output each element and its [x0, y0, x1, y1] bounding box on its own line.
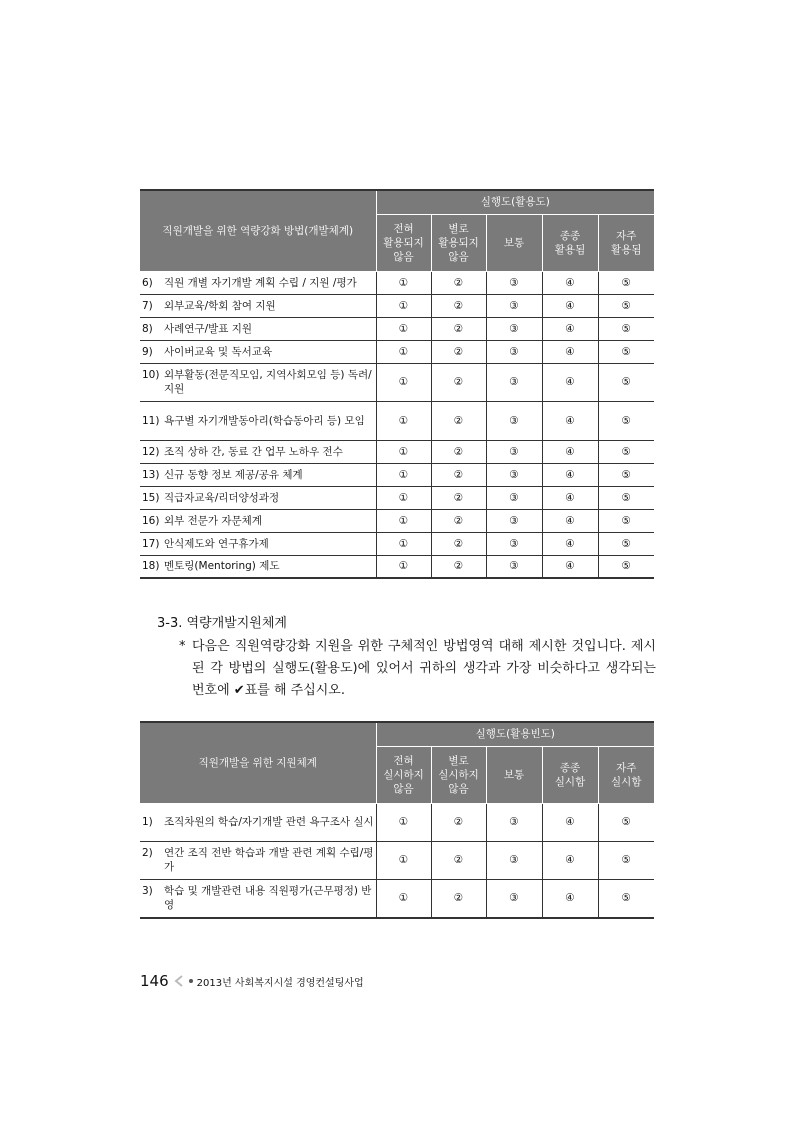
choice-option-3[interactable]: ③	[486, 401, 542, 440]
item-text: 연간 조직 전반 학습과 개발 관련 계획 수립/평가	[164, 847, 374, 873]
item-number: 2)	[142, 847, 153, 859]
choice-option-3[interactable]: ③	[486, 532, 542, 555]
table-row	[140, 401, 654, 440]
choice-option-5[interactable]: ⑤	[598, 803, 654, 841]
choice-option-1[interactable]: ①	[376, 271, 431, 294]
choice-option-2[interactable]: ②	[431, 401, 486, 440]
item-number: 6)	[142, 276, 153, 289]
choice-option-5[interactable]: ⑤	[598, 879, 654, 918]
item-text-cell	[140, 363, 376, 401]
choice-option-4[interactable]: ④	[542, 401, 598, 440]
bullet-dot-icon	[189, 979, 193, 983]
table-row	[140, 486, 654, 509]
item-text-cell	[140, 294, 376, 317]
choice-option-2[interactable]: ②	[431, 803, 486, 841]
table-row	[140, 841, 654, 879]
choice-option-4[interactable]: ④	[542, 532, 598, 555]
choice-option-1[interactable]: ①	[376, 317, 431, 340]
scale-header: 보통	[486, 214, 542, 271]
choice-option-2[interactable]: ②	[431, 486, 486, 509]
table-row	[140, 340, 654, 363]
item-text-cell	[140, 532, 376, 555]
choice-option-3[interactable]: ③	[486, 463, 542, 486]
table-row	[140, 363, 654, 401]
item-text: 외부교육/학회 참여 지원	[164, 299, 276, 312]
table-row	[140, 879, 654, 918]
choice-option-3[interactable]: ③	[486, 294, 542, 317]
item-text: 직원 개별 자기개발 계획 수립 / 지원 /평가	[164, 276, 357, 289]
choice-option-4[interactable]: ④	[542, 317, 598, 340]
choice-option-5[interactable]: ⑤	[598, 340, 654, 363]
item-number: 9)	[142, 345, 153, 358]
item-text-cell	[140, 271, 376, 294]
item-text-cell	[140, 463, 376, 486]
choice-option-5[interactable]: ⑤	[598, 532, 654, 555]
table-row	[140, 317, 654, 340]
item-text: 직급자교육/리더양성과정	[164, 491, 280, 504]
choice-option-4[interactable]: ④	[542, 486, 598, 509]
choice-option-4[interactable]: ④	[542, 294, 598, 317]
item-text-cell	[140, 555, 376, 578]
choice-option-1[interactable]: ①	[376, 555, 431, 578]
table-row	[140, 509, 654, 532]
choice-option-3[interactable]: ③	[486, 440, 542, 463]
scale-group-header: 실행도(활용빈도)	[376, 722, 654, 746]
choice-option-2[interactable]: ②	[431, 841, 486, 879]
choice-option-5[interactable]: ⑤	[598, 486, 654, 509]
scale-header: 자주 활용됨	[598, 214, 654, 271]
item-text: 학습 및 개발관련 내용 직원평가(근무평정) 반영	[164, 885, 372, 912]
choice-option-3[interactable]: ③	[486, 271, 542, 294]
choice-option-2[interactable]: ②	[431, 879, 486, 918]
choice-option-5[interactable]: ⑤	[598, 363, 654, 401]
item-text: 욕구별 자기개발동아리(학습동아리 등) 모임	[164, 414, 365, 427]
section-title: 3-3. 역량개발지원체계	[157, 616, 287, 631]
table-row	[140, 271, 654, 294]
item-number: 1)	[142, 816, 153, 828]
footer-title: 2013년 사회복지시설 경영컨설팅사업	[196, 977, 364, 989]
choice-option-4[interactable]: ④	[542, 363, 598, 401]
choice-option-5[interactable]: ⑤	[598, 317, 654, 340]
table-row	[140, 294, 654, 317]
choice-option-2[interactable]: ②	[431, 340, 486, 363]
choice-option-2[interactable]: ②	[431, 555, 486, 578]
choice-option-3[interactable]: ③	[486, 317, 542, 340]
item-text-cell	[140, 340, 376, 363]
choice-option-5[interactable]: ⑤	[598, 463, 654, 486]
scale-header: 전혀 실시하지 않음	[376, 746, 431, 803]
choice-option-2[interactable]: ②	[431, 532, 486, 555]
choice-option-5[interactable]: ⑤	[598, 440, 654, 463]
table-row	[140, 463, 654, 486]
scale-group-header: 실행도(활용도)	[376, 190, 654, 214]
item-text: 사례연구/발표 지원	[164, 322, 253, 335]
scale-header: 종종 실시함	[542, 746, 598, 803]
choice-option-3[interactable]: ③	[486, 509, 542, 532]
choice-option-4[interactable]: ④	[542, 879, 598, 918]
scale-header: 종종 활용됨	[542, 214, 598, 271]
choice-option-5[interactable]: ⑤	[598, 401, 654, 440]
choice-option-3[interactable]: ③	[486, 486, 542, 509]
choice-option-1[interactable]: ①	[376, 340, 431, 363]
choice-option-3[interactable]: ③	[486, 363, 542, 401]
item-number: 7)	[142, 299, 153, 312]
choice-option-4[interactable]: ④	[542, 841, 598, 879]
choice-option-1[interactable]: ①	[376, 363, 431, 401]
item-number: 17)	[142, 537, 160, 550]
choice-option-2[interactable]: ②	[431, 509, 486, 532]
choice-option-1[interactable]: ①	[376, 294, 431, 317]
item-text: 조직차원의 학습/자기개발 관련 욕구조사 실시	[164, 816, 374, 828]
item-text: 외부활동(전문직모임, 지역사회모임 등) 독려/지원	[164, 369, 372, 395]
instruction-note	[179, 636, 656, 702]
item-text-cell	[140, 509, 376, 532]
choice-option-4[interactable]: ④	[542, 509, 598, 532]
item-column-header: 직원개발을 위한 지원체계	[140, 722, 376, 803]
item-number: 13)	[142, 468, 160, 481]
item-text: 멘토링(Mentoring) 제도	[164, 560, 280, 573]
choice-option-2[interactable]: ②	[431, 294, 486, 317]
item-column-header: 직원개발을 위한 역량강화 방법(개발체계)	[140, 190, 376, 271]
choice-option-4[interactable]: ④	[542, 555, 598, 578]
scale-header: 별로 실시하지 않음	[431, 746, 486, 803]
choice-option-5[interactable]: ⑤	[598, 509, 654, 532]
note-text: 다음은 직원역량강화 지원을 위한 구체적인 방법영역 대해 제시한 것입니다. 제시된 각 방법의 실행도(활용도)에 있어서 귀하의 생각과 가장 비슷하다고 생각되는 번호에 ✔표를 해 주십시오.	[192, 639, 656, 698]
page-footer	[140, 972, 364, 990]
item-text: 외부 전문가 자문체계	[164, 514, 262, 527]
choice-option-1[interactable]: ①	[376, 879, 431, 918]
choice-option-1[interactable]: ①	[376, 803, 431, 841]
item-text-cell	[140, 440, 376, 463]
capacity-building-table	[140, 189, 654, 579]
choice-option-1[interactable]: ①	[376, 463, 431, 486]
item-number: 12)	[142, 445, 160, 458]
scale-header: 전혀 활용되지 않음	[376, 214, 431, 271]
choice-option-4[interactable]: ④	[542, 271, 598, 294]
scale-header: 별로 활용되지 않음	[431, 214, 486, 271]
choice-option-3[interactable]: ③	[486, 340, 542, 363]
choice-option-1[interactable]: ①	[376, 509, 431, 532]
choice-option-1[interactable]: ①	[376, 440, 431, 463]
scale-header: 자주 실시함	[598, 746, 654, 803]
table-row	[140, 803, 654, 841]
item-text: 사이버교육 및 독서교육	[164, 345, 273, 358]
choice-option-5[interactable]: ⑤	[598, 271, 654, 294]
item-number: 18)	[142, 560, 160, 573]
choice-option-2[interactable]: ②	[431, 271, 486, 294]
choice-option-3[interactable]: ③	[486, 879, 542, 918]
choice-option-4[interactable]: ④	[542, 463, 598, 486]
item-text-cell	[140, 401, 376, 440]
item-number: 8)	[142, 322, 153, 335]
item-text-cell	[140, 803, 376, 841]
table-row	[140, 555, 654, 578]
choice-option-4[interactable]: ④	[542, 440, 598, 463]
choice-option-5[interactable]: ⑤	[598, 294, 654, 317]
choice-option-5[interactable]: ⑤	[598, 841, 654, 879]
choice-option-3[interactable]: ③	[486, 803, 542, 841]
table-row	[140, 440, 654, 463]
choice-option-1[interactable]: ①	[376, 401, 431, 440]
item-number: 15)	[142, 491, 160, 504]
choice-option-3[interactable]: ③	[486, 555, 542, 578]
item-text-cell	[140, 486, 376, 509]
page-number: 146	[140, 972, 169, 990]
choice-option-2[interactable]: ②	[431, 440, 486, 463]
item-number: 11)	[142, 414, 160, 427]
choice-option-2[interactable]: ②	[431, 463, 486, 486]
choice-option-1[interactable]: ①	[376, 841, 431, 879]
choice-option-4[interactable]: ④	[542, 803, 598, 841]
item-number: 16)	[142, 514, 160, 527]
item-text: 신규 동향 정보 제공/공유 체계	[164, 468, 303, 481]
item-number: 3)	[142, 885, 153, 898]
choice-option-1[interactable]: ①	[376, 486, 431, 509]
choice-option-4[interactable]: ④	[542, 340, 598, 363]
scale-header: 보통	[486, 746, 542, 803]
choice-option-2[interactable]: ②	[431, 363, 486, 401]
table-row	[140, 532, 654, 555]
item-number: 10)	[142, 369, 160, 381]
item-text: 안식제도와 연구휴가제	[164, 537, 269, 550]
choice-option-1[interactable]: ①	[376, 532, 431, 555]
item-text: 조직 상하 간, 동료 간 업무 노하우 전수	[164, 445, 343, 458]
item-text-cell	[140, 317, 376, 340]
choice-option-2[interactable]: ②	[431, 317, 486, 340]
item-text-cell	[140, 841, 376, 879]
choice-option-5[interactable]: ⑤	[598, 555, 654, 578]
note-mark: *	[179, 639, 186, 654]
support-system-table	[140, 721, 654, 919]
chevron-left-icon	[173, 975, 185, 987]
choice-option-3[interactable]: ③	[486, 841, 542, 879]
item-text-cell	[140, 879, 376, 918]
